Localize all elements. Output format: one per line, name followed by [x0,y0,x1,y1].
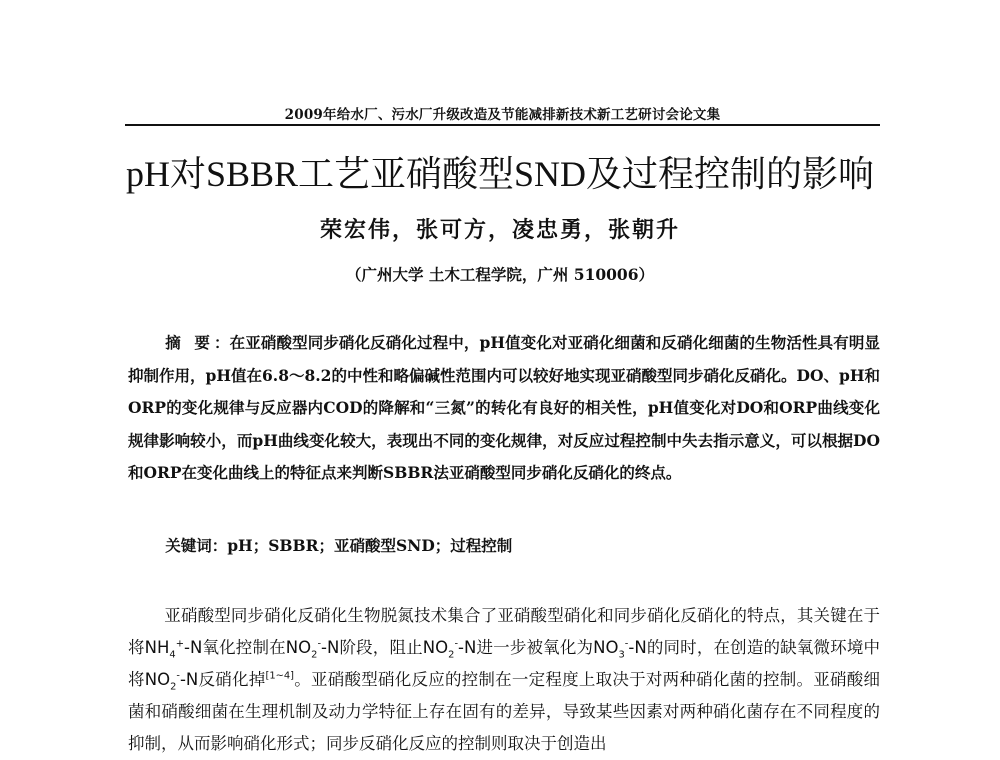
keywords-text: pH；SBBR；亚硝酸型SND；过程控制 [227,536,513,555]
running-header: 2009年给水厂、污水厂升级改造及节能减排新技术新工艺研讨会论文集 [284,107,721,123]
superscript: - [624,638,629,650]
subscript: 4 [169,649,176,661]
superscript: - [317,638,322,650]
author-list: 荣宏伟，张可方，凌忠勇，张朝升 [319,217,680,243]
affiliation: （广州大学 土木工程学院，广州 510006） [345,265,654,284]
body-text-run: 亚硝酸型同步硝化反硝化生物脱氮技术集合了亚硝酸型硝化和同步硝化反硝化的特点，其关键在于将NH [128,606,880,657]
header-rule [125,124,880,126]
subscript: 3 [618,649,625,661]
keywords-label: 关键词 [165,536,212,555]
subscript: 2 [448,649,455,661]
body-text-run: 。亚硝酸型硝化反应的控制在一定程度上取决于对两种硝化菌的控制。亚硝酸细菌和硝酸细菌在生理机制及动力学特征上存在固有的差异，导致某些因素对两种硝化菌存在不同程度的抑制，从而影响硝化形式；同步反硝化反应的控制则取决于创造出 [128,670,880,753]
abstract: 摘 要：在亚硝酸型同步硝化反硝化过程中，pH值变化对亚硝化细菌和反硝化细菌的生物活性具有明显抑制作用，pH值在6.8～8.2的中性和略偏碱性范围内可以较好地实现亚硝酸型同步硝化反硝化。DO、pH和ORP的变化规律与反应器内COD的降解和“三氮”的转化有良好的相关性，pH值变化对DO和ORP曲线变化规律影响较小，而pH曲线变化较大，表现出不同的变化规律，对反应过程控制中失去指示意义，可以根据DO和ORP在变化曲线上的特征点来判断SBBR法亚硝酸型同步硝化反硝化的终点。 [128,333,880,482]
keywords: 关键词：pH；SBBR；亚硝酸型SND；过程控制 [165,536,513,555]
abstract-label: 摘 要 [165,333,214,352]
abstract-text: 在亚硝酸型同步硝化反硝化过程中，pH值变化对亚硝化细菌和反硝化细菌的生物活性具有明显抑制作用，pH值在6.8～8.2的中性和略偏碱性范围内可以较好地实现亚硝酸型同步硝化反硝化。DO、pH和ORP的变化规律与反应器内COD的降解和“三氮”的转化有良好的相关性，pH值变化对DO和ORP曲线变化规律影响较小，而pH曲线变化较大，表现出不同的变化规律，对反应过程控制中失去指示意义，可以根据DO和ORP在变化曲线上的特征点来判断SBBR法亚硝酸型同步硝化反硝化的终点。 [128,333,880,482]
body-text-run: -N进一步被氧化为NO [458,638,619,657]
body-paragraph [128,600,880,760]
superscript: - [176,670,180,682]
paper-title: pH对SBBR工艺亚硝酸型SND及过程控制的影响 [125,154,875,194]
body-text-run: -N的同时，在创造的缺氧微环境中将NO [128,638,881,689]
superscript: - [454,638,459,650]
superscript: + [175,638,184,650]
subscript: 2 [170,681,177,693]
citation-reference: [1~4] [265,670,295,682]
body-text-run: -N氧化控制在NO [184,638,312,657]
body-text-run: -N反硝化掉 [179,670,266,689]
subscript: 2 [311,649,318,661]
body-text-run: -N阶段，阻止NO [321,638,449,657]
